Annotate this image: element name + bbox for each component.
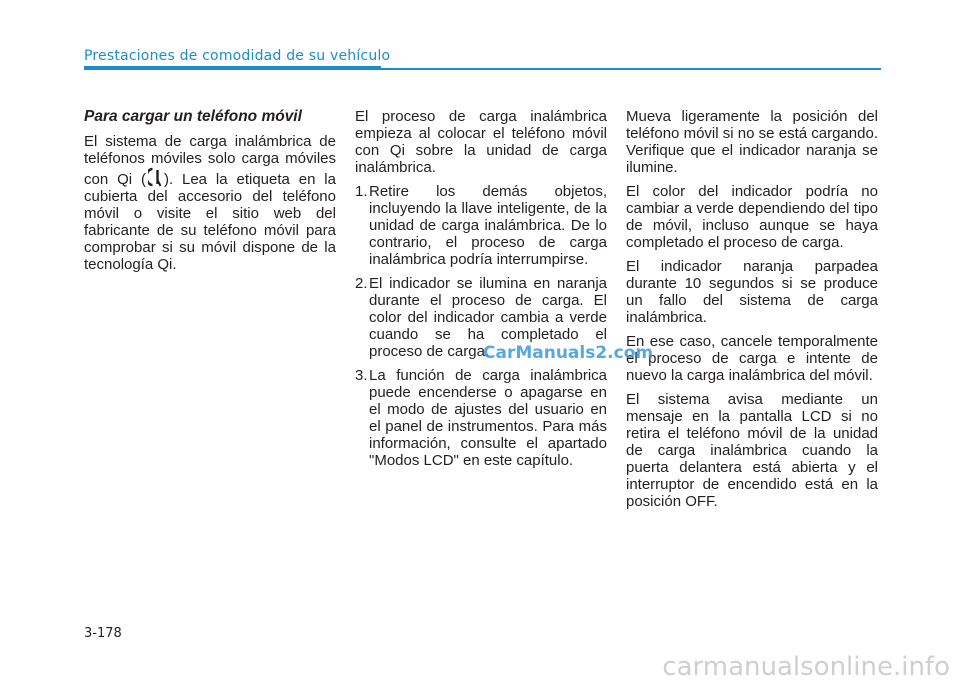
paragraph: Mueva ligeramente la posición del teléfono móvil si no se está cargando. Verifique que el indicador naranja se ilumine. [626,108,878,176]
paragraph: El color del indicador podría no cambiar a verde dependiendo del tipo de móvil, incluso aunque se haya completado el proceso de carga. [626,183,878,251]
page-number: 3-178 [84,626,122,641]
step-item [355,367,607,469]
header-bar-thin [381,68,881,70]
step-number: 2. [355,275,368,292]
step-number: 1. [355,183,368,200]
paragraph: En ese caso, cancele temporalmente el proceso de carga e intente de nuevo la carga inalámbrica del móvil. [626,333,878,384]
paragraph: El sistema avisa mediante un mensaje en la pantalla LCD si no retira el teléfono móvil de la unidad de carga inalámbrica cuando la puerta delantera está abierta y el interruptor de encendido está en la posición OFF. [626,391,878,510]
qi-paragraph-text-2: ). Lea la etiqueta en la cubierta del accesorio del teléfono móvil o visite el sitio web del fabricante de su teléfono móvil para comprobar si su móvil dispone de la tecnología Qi. [84,171,336,273]
column-3 [626,108,878,517]
qi-charging-icon [148,167,162,187]
column-1 [84,108,336,280]
header-bar-thick [84,66,381,70]
section-header-title: Prestaciones de comodidad de su vehículo [84,48,391,64]
step-text: Retire los demás objetos, incluyendo la llave inteligente, de la unidad de carga inalámbrica. De lo contrario, el proceso de carga inalámbrica podría interrumpirse. [369,183,607,268]
charging-intro: El proceso de carga inalámbrica empieza al colocar el teléfono móvil con Qi sobre la unidad de carga inalámbrica. [355,108,607,176]
qi-paragraph-text-1: El sistema de carga inalámbrica de teléfonos móviles solo carga móviles con Qi ( [84,133,336,188]
step-text: La función de carga inalámbrica puede encenderse o apagarse en el modo de ajustes del usuario en el panel de instrumentos. Para más información, consulte el apartado "Modos LCD" en este capítulo. [369,367,607,469]
qi-paragraph [84,133,336,273]
footer-watermark: carmanualsonline.info [662,652,950,682]
step-text: El indicador se ilumina en naranja durante el proceso de carga. El color del indicador cambia a verde cuando se ha completado el proceso de carga. [369,275,607,360]
watermark-overlay: CarManuals2.com [483,343,654,363]
step-number: 3. [355,367,368,384]
step-item [355,183,607,268]
column-2 [355,108,607,476]
section-heading: Para cargar un teléfono móvil [84,108,302,125]
paragraph: El indicador naranja parpadea durante 10 segundos si se produce un fallo del sistema de carga inalámbrica. [626,258,878,326]
charging-steps-list [355,183,607,469]
